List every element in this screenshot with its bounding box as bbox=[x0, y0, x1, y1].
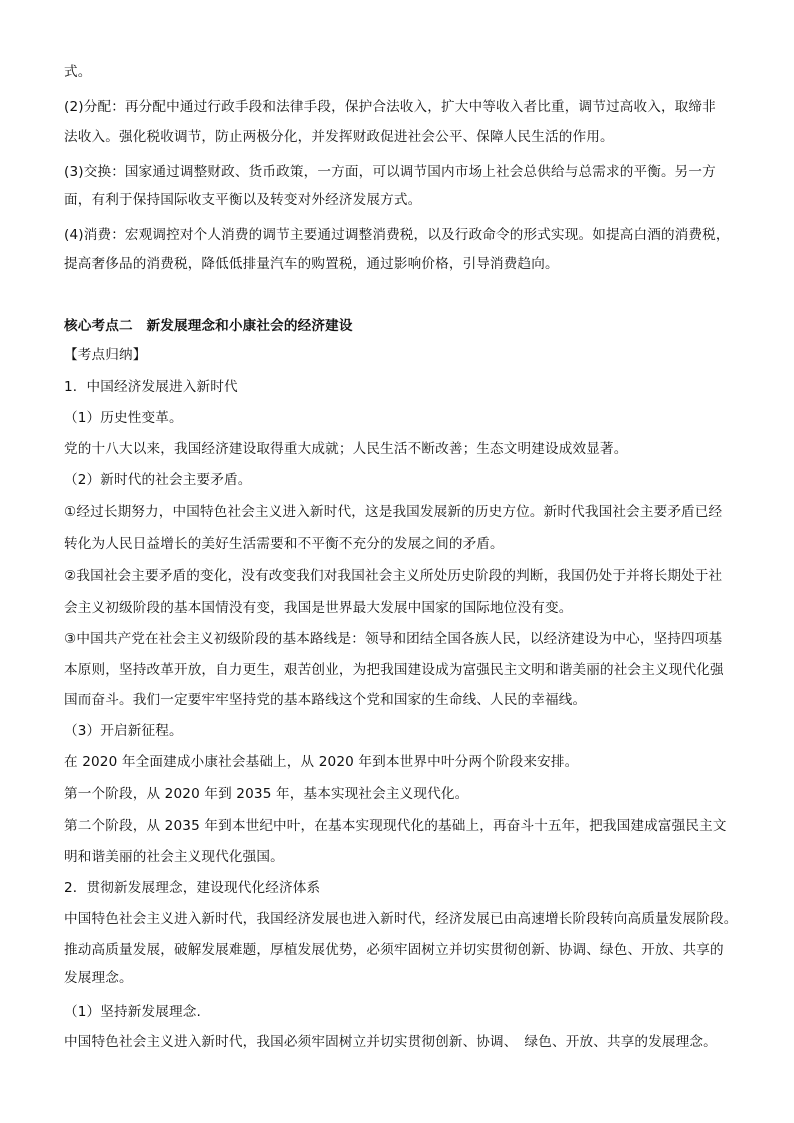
text-line: 2．贯彻新发展理念，建设现代化经济体系 bbox=[64, 880, 321, 896]
section-heading: 核心考点二 新发展理念和小康社会的经济建设 bbox=[64, 318, 353, 334]
text-line: 本原则，坚持改革开放，自力更生，艰苦创业，为把我国建设成为富强民主文明和谐美丽的社会主义现代化强 bbox=[64, 662, 724, 678]
text-line: 党的十八大以来，我国经济建设取得重大成就；人民生活不断改善；生态文明建设成效显著。 bbox=[64, 441, 628, 457]
text-line: 提高奢侈品的消费税，降低低排量汽车的购置税，通过影响价格，引导消费趋向。 bbox=[64, 256, 559, 272]
text-line: 法收入。强化税收调节，防止两极分化，并发挥财政促进社会公平、保障人民生活的作用。 bbox=[64, 129, 614, 145]
text-line: （1）历史性变革。 bbox=[64, 410, 183, 426]
text-line: 会主义初级阶段的基本国情没有变，我国是世界最大发展中国家的国际地位没有变。 bbox=[64, 600, 573, 616]
text-line: 面，有利于保持国际收支平衡以及转变对外经济发展方式。 bbox=[64, 192, 422, 208]
text-line: 式。 bbox=[64, 64, 92, 80]
text-line: (2)分配：再分配中通过行政手段和法律手段，保护合法收入，扩大中等收入者比重，调节过高收入，取缔非 bbox=[64, 99, 716, 115]
text-line: 第一个阶段，从 2020 年到 2035 年，基本实现社会主义现代化。 bbox=[64, 786, 469, 802]
text-line: （3）开启新征程。 bbox=[64, 723, 183, 739]
text-line: 中国特色社会主义进入新时代，我国经济发展也进入新时代，经济发展已由高速增长阶段转向高质量发展阶段。 bbox=[64, 911, 738, 927]
text-line: 1．中国经济发展进入新时代 bbox=[64, 379, 238, 395]
text-line: 推动高质量发展，破解发展难题，厚植发展优势，必须牢固树立并切实贯彻创新、协调、绿色、开放、共享的 bbox=[64, 942, 724, 958]
text-line: 在 2020 年全面建成小康社会基础上，从 2020 年到本世界中叶分两个阶段来安排。 bbox=[64, 754, 579, 770]
text-line: ①经过长期努力，中国特色社会主义进入新时代，这是我国发展新的历史方位。新时代我国社会主要矛盾已经 bbox=[64, 504, 723, 520]
text-line: ②我国社会主要矛盾的变化，没有改变我们对我国社会主义所处历史阶段的判断，我国仍处于并将长期处于社 bbox=[64, 568, 723, 584]
text-line: 转化为人民日益增长的美好生活需要和不平衡不充分的发展之间的矛盾。 bbox=[64, 536, 504, 552]
text-line: (4)消费：宏观调控对个人消费的调节主要通过调整消费税，以及行政命令的形式实现。如提高白酒的消费税， bbox=[64, 227, 730, 243]
text-line: (3)交换：国家通过调整财政、货币政策，一方面，可以调节国内市场上社会总供给与总需求的平衡。另一方 bbox=[64, 164, 716, 180]
text-line: 发展理念。 bbox=[64, 970, 133, 986]
text-line: 明和谐美丽的社会主义现代化强国。 bbox=[64, 849, 284, 865]
text-line: 中国特色社会主义进入新时代，我国必须牢固树立并切实贯彻创新、协调、 绿色、开放、共享的发展理念。 bbox=[64, 1034, 717, 1050]
text-line: 第二个阶段，从 2035 年到本世纪中叶，在基本实现现代化的基础上，再奋斗十五年，把我国建成富强民主文 bbox=[64, 818, 727, 834]
text-line: ③中国共产党在社会主义初级阶段的基本路线是：领导和团结全国各族人民，以经济建设为中心，坚持四项基 bbox=[64, 631, 723, 647]
subsection-heading: 【考点归纳】 bbox=[64, 347, 147, 363]
text-line: （2）新时代的社会主要矛盾。 bbox=[64, 472, 252, 488]
text-line: （1）坚持新发展理念. bbox=[64, 1004, 201, 1020]
text-line: 国而奋斗。我们一定要牢牢坚持党的基本路线这个党和国家的生命线、人民的幸福线。 bbox=[64, 692, 587, 708]
